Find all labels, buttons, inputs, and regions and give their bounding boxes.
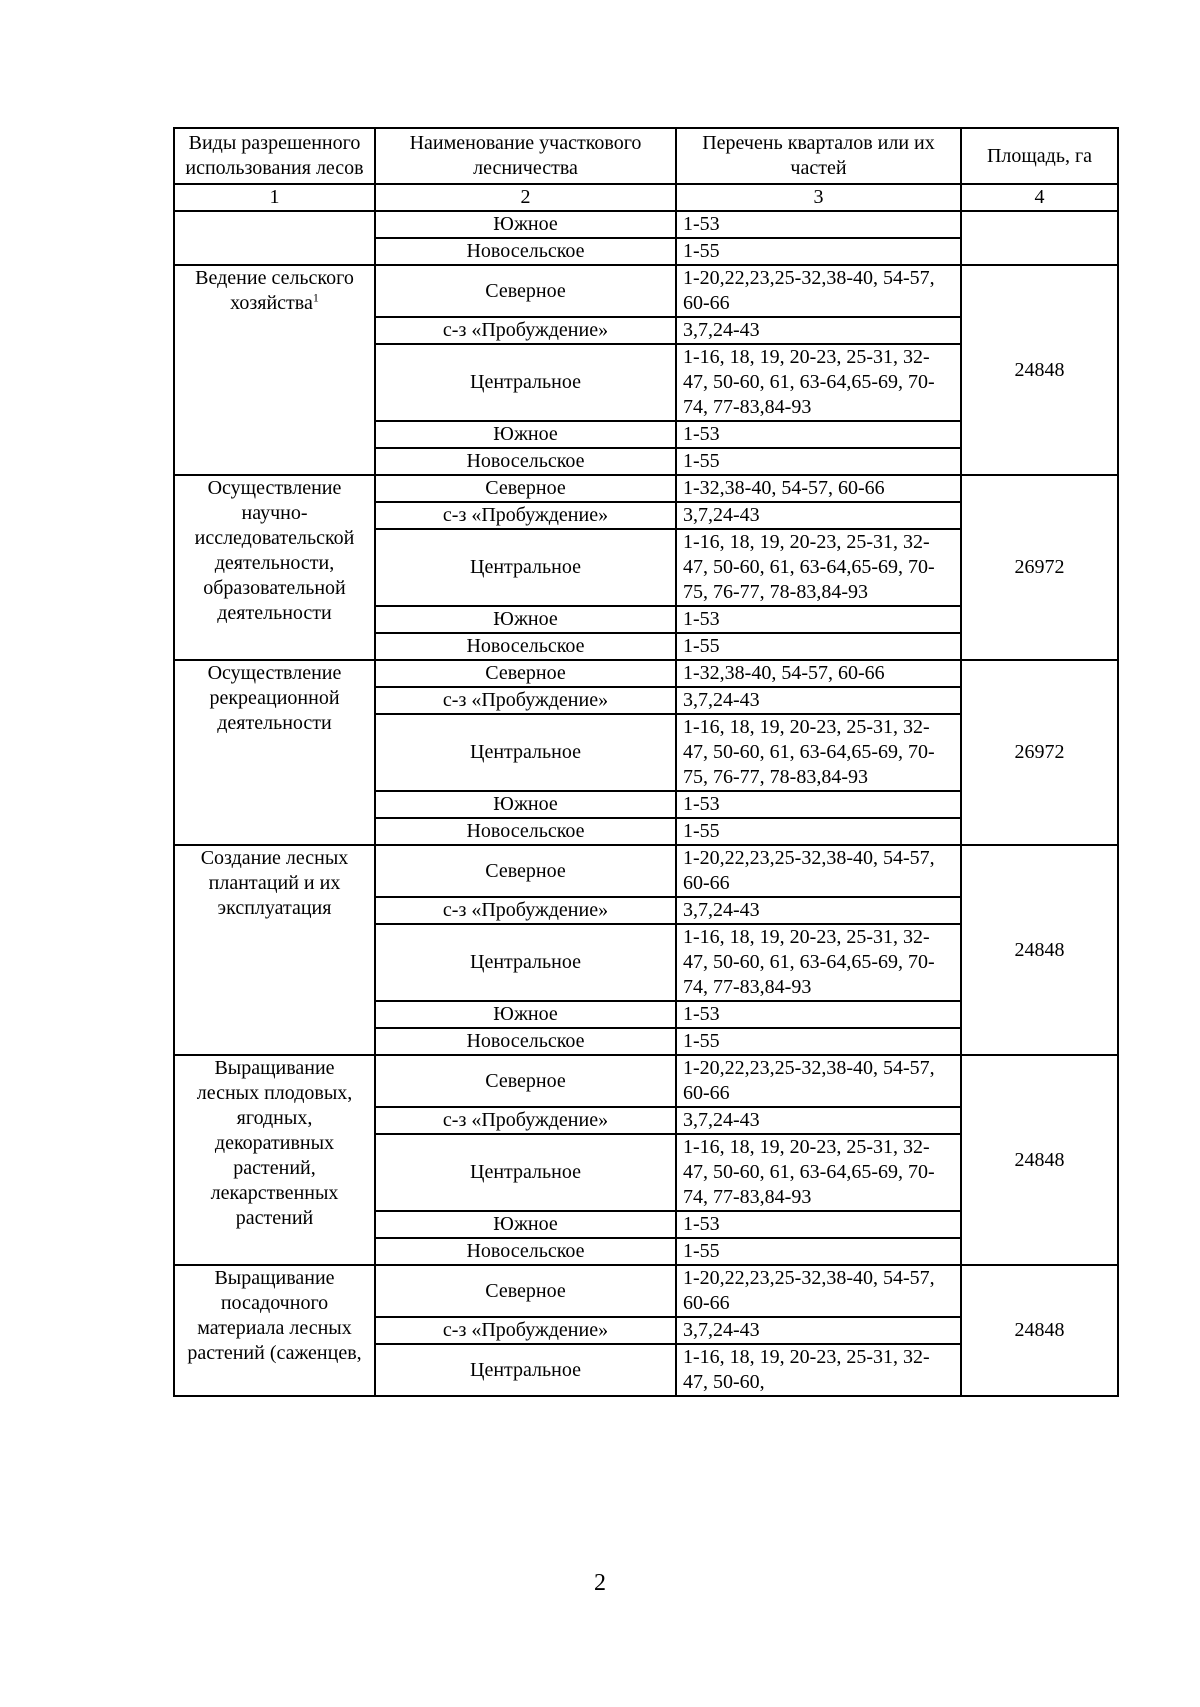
column-number: 4	[961, 184, 1118, 211]
quarters-cell: 1-20,22,23,25-32,38-40, 54-57, 60-66	[676, 265, 961, 317]
kind-cell: Осуществление рекреационной деятельности	[174, 660, 375, 845]
forest-cell: Северное	[375, 1265, 676, 1317]
forest-cell: Южное	[375, 421, 676, 448]
quarters-cell: 1-53	[676, 606, 961, 633]
page-number: 2	[594, 1570, 606, 1596]
forest-cell: с-з «Пробуждение»	[375, 1107, 676, 1134]
table-header	[174, 128, 1118, 211]
area-cell: 24848	[961, 1055, 1118, 1265]
table-row	[174, 1265, 1118, 1317]
quarters-cell: 1-20,22,23,25-32,38-40, 54-57, 60-66	[676, 845, 961, 897]
forest-cell: Южное	[375, 1001, 676, 1028]
forest-cell: Южное	[375, 791, 676, 818]
forest-cell: Новосельское	[375, 1238, 676, 1265]
quarters-cell: 1-16, 18, 19, 20-23, 25-31, 32-47, 50-60, 61, 63-64,65-69, 70-75, 76-77, 78-83,84-93	[676, 714, 961, 791]
forest-cell: Южное	[375, 606, 676, 633]
table-row	[174, 211, 1118, 238]
kind-cell: Создание лесных плантаций и их эксплуатация	[174, 845, 375, 1055]
forest-cell: с-з «Пробуждение»	[375, 897, 676, 924]
kind-text: Ведение сельского хозяйства	[195, 267, 354, 314]
area-cell: 26972	[961, 660, 1118, 845]
quarters-cell: 1-55	[676, 238, 961, 265]
area-cell: 24848	[961, 265, 1118, 475]
quarters-cell: 1-20,22,23,25-32,38-40, 54-57, 60-66	[676, 1055, 961, 1107]
column-number: 3	[676, 184, 961, 211]
forest-cell: Новосельское	[375, 1028, 676, 1055]
column-number-row	[174, 184, 1118, 211]
forest-cell: с-з «Пробуждение»	[375, 1317, 676, 1344]
forest-cell: Новосельское	[375, 818, 676, 845]
forest-cell: Северное	[375, 1055, 676, 1107]
table-row	[174, 845, 1118, 897]
forest-cell: Центральное	[375, 714, 676, 791]
forest-cell: Центральное	[375, 529, 676, 606]
forest-cell: Центральное	[375, 1344, 676, 1396]
quarters-cell: 1-55	[676, 448, 961, 475]
quarters-cell: 3,7,24-43	[676, 897, 961, 924]
kind-cell: Выращивание посадочного материала лесных растений (саженцев,	[174, 1265, 375, 1396]
forest-cell: Центральное	[375, 1134, 676, 1211]
quarters-cell: 1-32,38-40, 54-57, 60-66	[676, 475, 961, 502]
area-cell: 24848	[961, 845, 1118, 1055]
header-quarters: Перечень кварталов или их частей	[676, 128, 961, 184]
quarters-cell: 1-53	[676, 791, 961, 818]
quarters-cell: 1-53	[676, 1001, 961, 1028]
quarters-cell: 1-55	[676, 1238, 961, 1265]
forest-cell: Южное	[375, 1211, 676, 1238]
area-cell: 24848	[961, 1265, 1118, 1396]
quarters-cell: 1-55	[676, 633, 961, 660]
quarters-cell: 1-53	[676, 421, 961, 448]
column-number: 1	[174, 184, 375, 211]
forest-cell: Центральное	[375, 924, 676, 1001]
forest-cell: с-з «Пробуждение»	[375, 502, 676, 529]
area-cell-empty	[961, 211, 1118, 265]
quarters-cell: 1-16, 18, 19, 20-23, 25-31, 32-47, 50-60,	[676, 1344, 961, 1396]
kind-cell-empty	[174, 211, 375, 265]
kind-cell: Выращивание лесных плодовых, ягодных, декоративных растений, лекарственных растений	[174, 1055, 375, 1265]
table-body	[174, 211, 1118, 1396]
forest-cell: Северное	[375, 475, 676, 502]
quarters-cell: 1-55	[676, 1028, 961, 1055]
quarters-cell: 3,7,24-43	[676, 687, 961, 714]
area-cell: 26972	[961, 475, 1118, 660]
quarters-cell: 1-16, 18, 19, 20-23, 25-31, 32-47, 50-60, 61, 63-64,65-69, 70-75, 76-77, 78-83,84-93	[676, 529, 961, 606]
quarters-cell: 1-16, 18, 19, 20-23, 25-31, 32-47, 50-60, 61, 63-64,65-69, 70-74, 77-83,84-93	[676, 344, 961, 421]
footnote-mark: 1	[312, 290, 319, 305]
header-kind: Виды разрешенного использования лесов	[174, 128, 375, 184]
forest-cell: Новосельское	[375, 448, 676, 475]
kind-cell: Осуществление научно-исследовательской деятельности, образовательной деятельности	[174, 475, 375, 660]
quarters-cell: 3,7,24-43	[676, 1107, 961, 1134]
forest-cell: Северное	[375, 660, 676, 687]
quarters-cell: 1-20,22,23,25-32,38-40, 54-57, 60-66	[676, 1265, 961, 1317]
header-forest: Наименование участкового лесничества	[375, 128, 676, 184]
table-row	[174, 660, 1118, 687]
column-number: 2	[375, 184, 676, 211]
forest-cell: Южное	[375, 211, 676, 238]
header-area: Площадь, га	[961, 128, 1118, 184]
forest-cell: Северное	[375, 845, 676, 897]
quarters-cell: 1-32,38-40, 54-57, 60-66	[676, 660, 961, 687]
forest-cell: Новосельское	[375, 238, 676, 265]
quarters-cell: 3,7,24-43	[676, 1317, 961, 1344]
quarters-cell: 3,7,24-43	[676, 502, 961, 529]
forest-cell: Центральное	[375, 344, 676, 421]
forest-cell: Новосельское	[375, 633, 676, 660]
quarters-cell: 1-55	[676, 818, 961, 845]
quarters-cell: 1-16, 18, 19, 20-23, 25-31, 32-47, 50-60, 61, 63-64,65-69, 70-74, 77-83,84-93	[676, 1134, 961, 1211]
forest-cell: с-з «Пробуждение»	[375, 687, 676, 714]
table-row	[174, 475, 1118, 502]
table-row	[174, 265, 1118, 317]
quarters-cell: 1-53	[676, 1211, 961, 1238]
forest-cell: Северное	[375, 265, 676, 317]
quarters-cell: 1-53	[676, 211, 961, 238]
forest-cell: с-з «Пробуждение»	[375, 317, 676, 344]
quarters-cell: 3,7,24-43	[676, 317, 961, 344]
table-row	[174, 1055, 1118, 1107]
kind-cell	[174, 265, 375, 475]
forest-use-table	[173, 127, 1119, 1397]
quarters-cell: 1-16, 18, 19, 20-23, 25-31, 32-47, 50-60, 61, 63-64,65-69, 70-74, 77-83,84-93	[676, 924, 961, 1001]
